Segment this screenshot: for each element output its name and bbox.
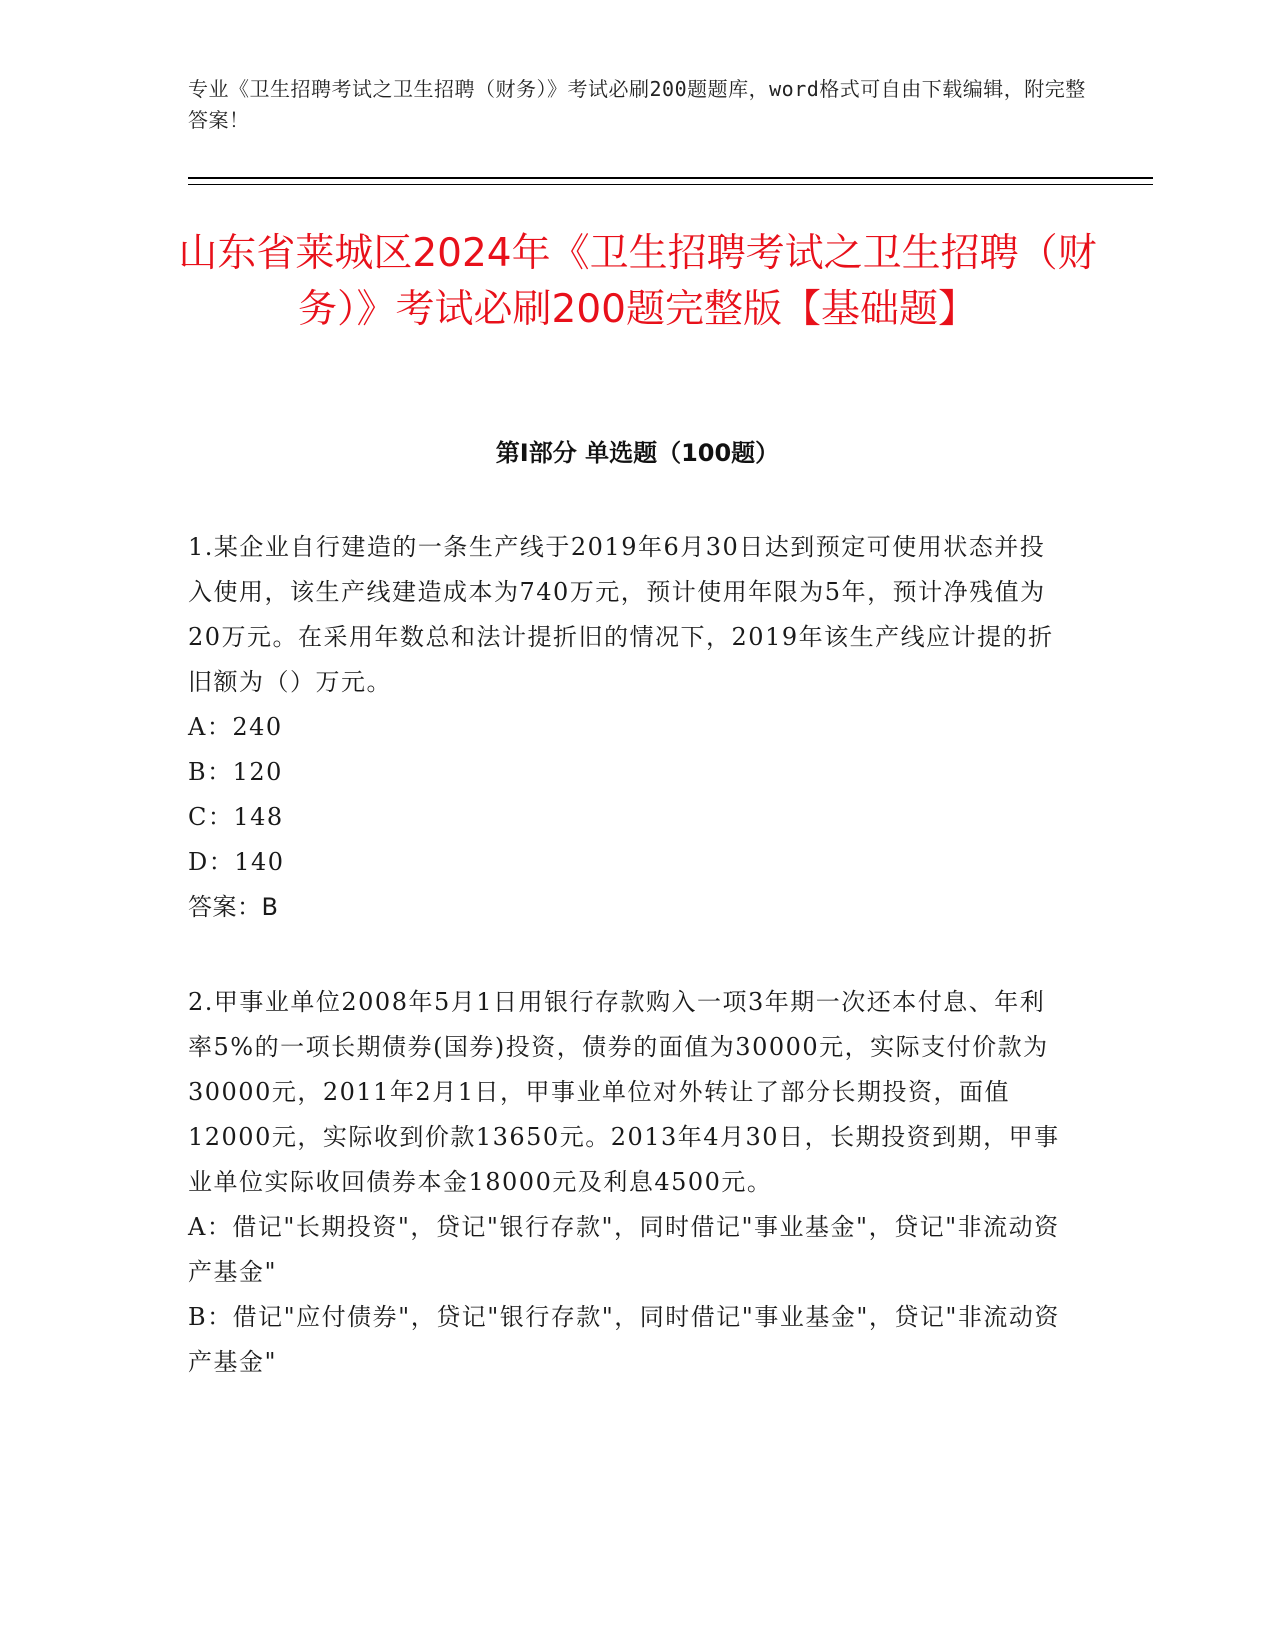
option-c: C：148 [188,803,284,831]
answer-line: 答案：B [188,893,279,921]
header-rule-thin [188,184,1153,185]
option-a: A：借记"长期投资"，贷记"银行存款"，同时借记"事业基金"，贷记"非流动资产基金" [188,1213,1060,1286]
option-d: D：140 [188,848,285,876]
header-note: 专业《卫生招聘考试之卫生招聘（财务）》考试必刷200题题库，word格式可自由下载编辑，附完整答案！ [188,77,1086,132]
question-stem: 2.甲事业单位2008年5月1日用银行存款购入一项3年期一次还本付息、年利率5%的一项长期债券(国券)投资，债券的面值为30000元，实际支付价款为30000元，2011年2月1日，甲事业单位对外转让了部分长期投资，面值12000元，实际收到价款13650元。2013年4月30日，长期投资到期，甲事业单位实际收回债券本金18000元及利息4500元。 [188,988,1060,1196]
header-rule-thick [188,177,1153,179]
question-stem: 1.某企业自行建造的一条生产线于2019年6月30日达到预定可使用状态并投入使用，该生产线建造成本为740万元，预计使用年限为5年，预计净残值为20万元。在采用年数总和法计提折旧的情况下，2019年该生产线应计提的折旧额为（）万元。 [188,533,1054,696]
document-title: 山东省莱城区2024年《卫生招聘考试之卫生招聘（财务）》考试必刷200题完整版【基础题】 [178,231,1097,332]
option-b: B：借记"应付债券"，贷记"银行存款"，同时借记"事业基金"，贷记"非流动资产基金" [188,1303,1060,1376]
option-b: B：120 [188,758,283,786]
section-title: 第Ⅰ部分 单选题（100题） [495,439,780,467]
question-1 [188,525,1068,930]
question-2 [188,980,1068,1385]
option-a: A：240 [188,713,283,741]
